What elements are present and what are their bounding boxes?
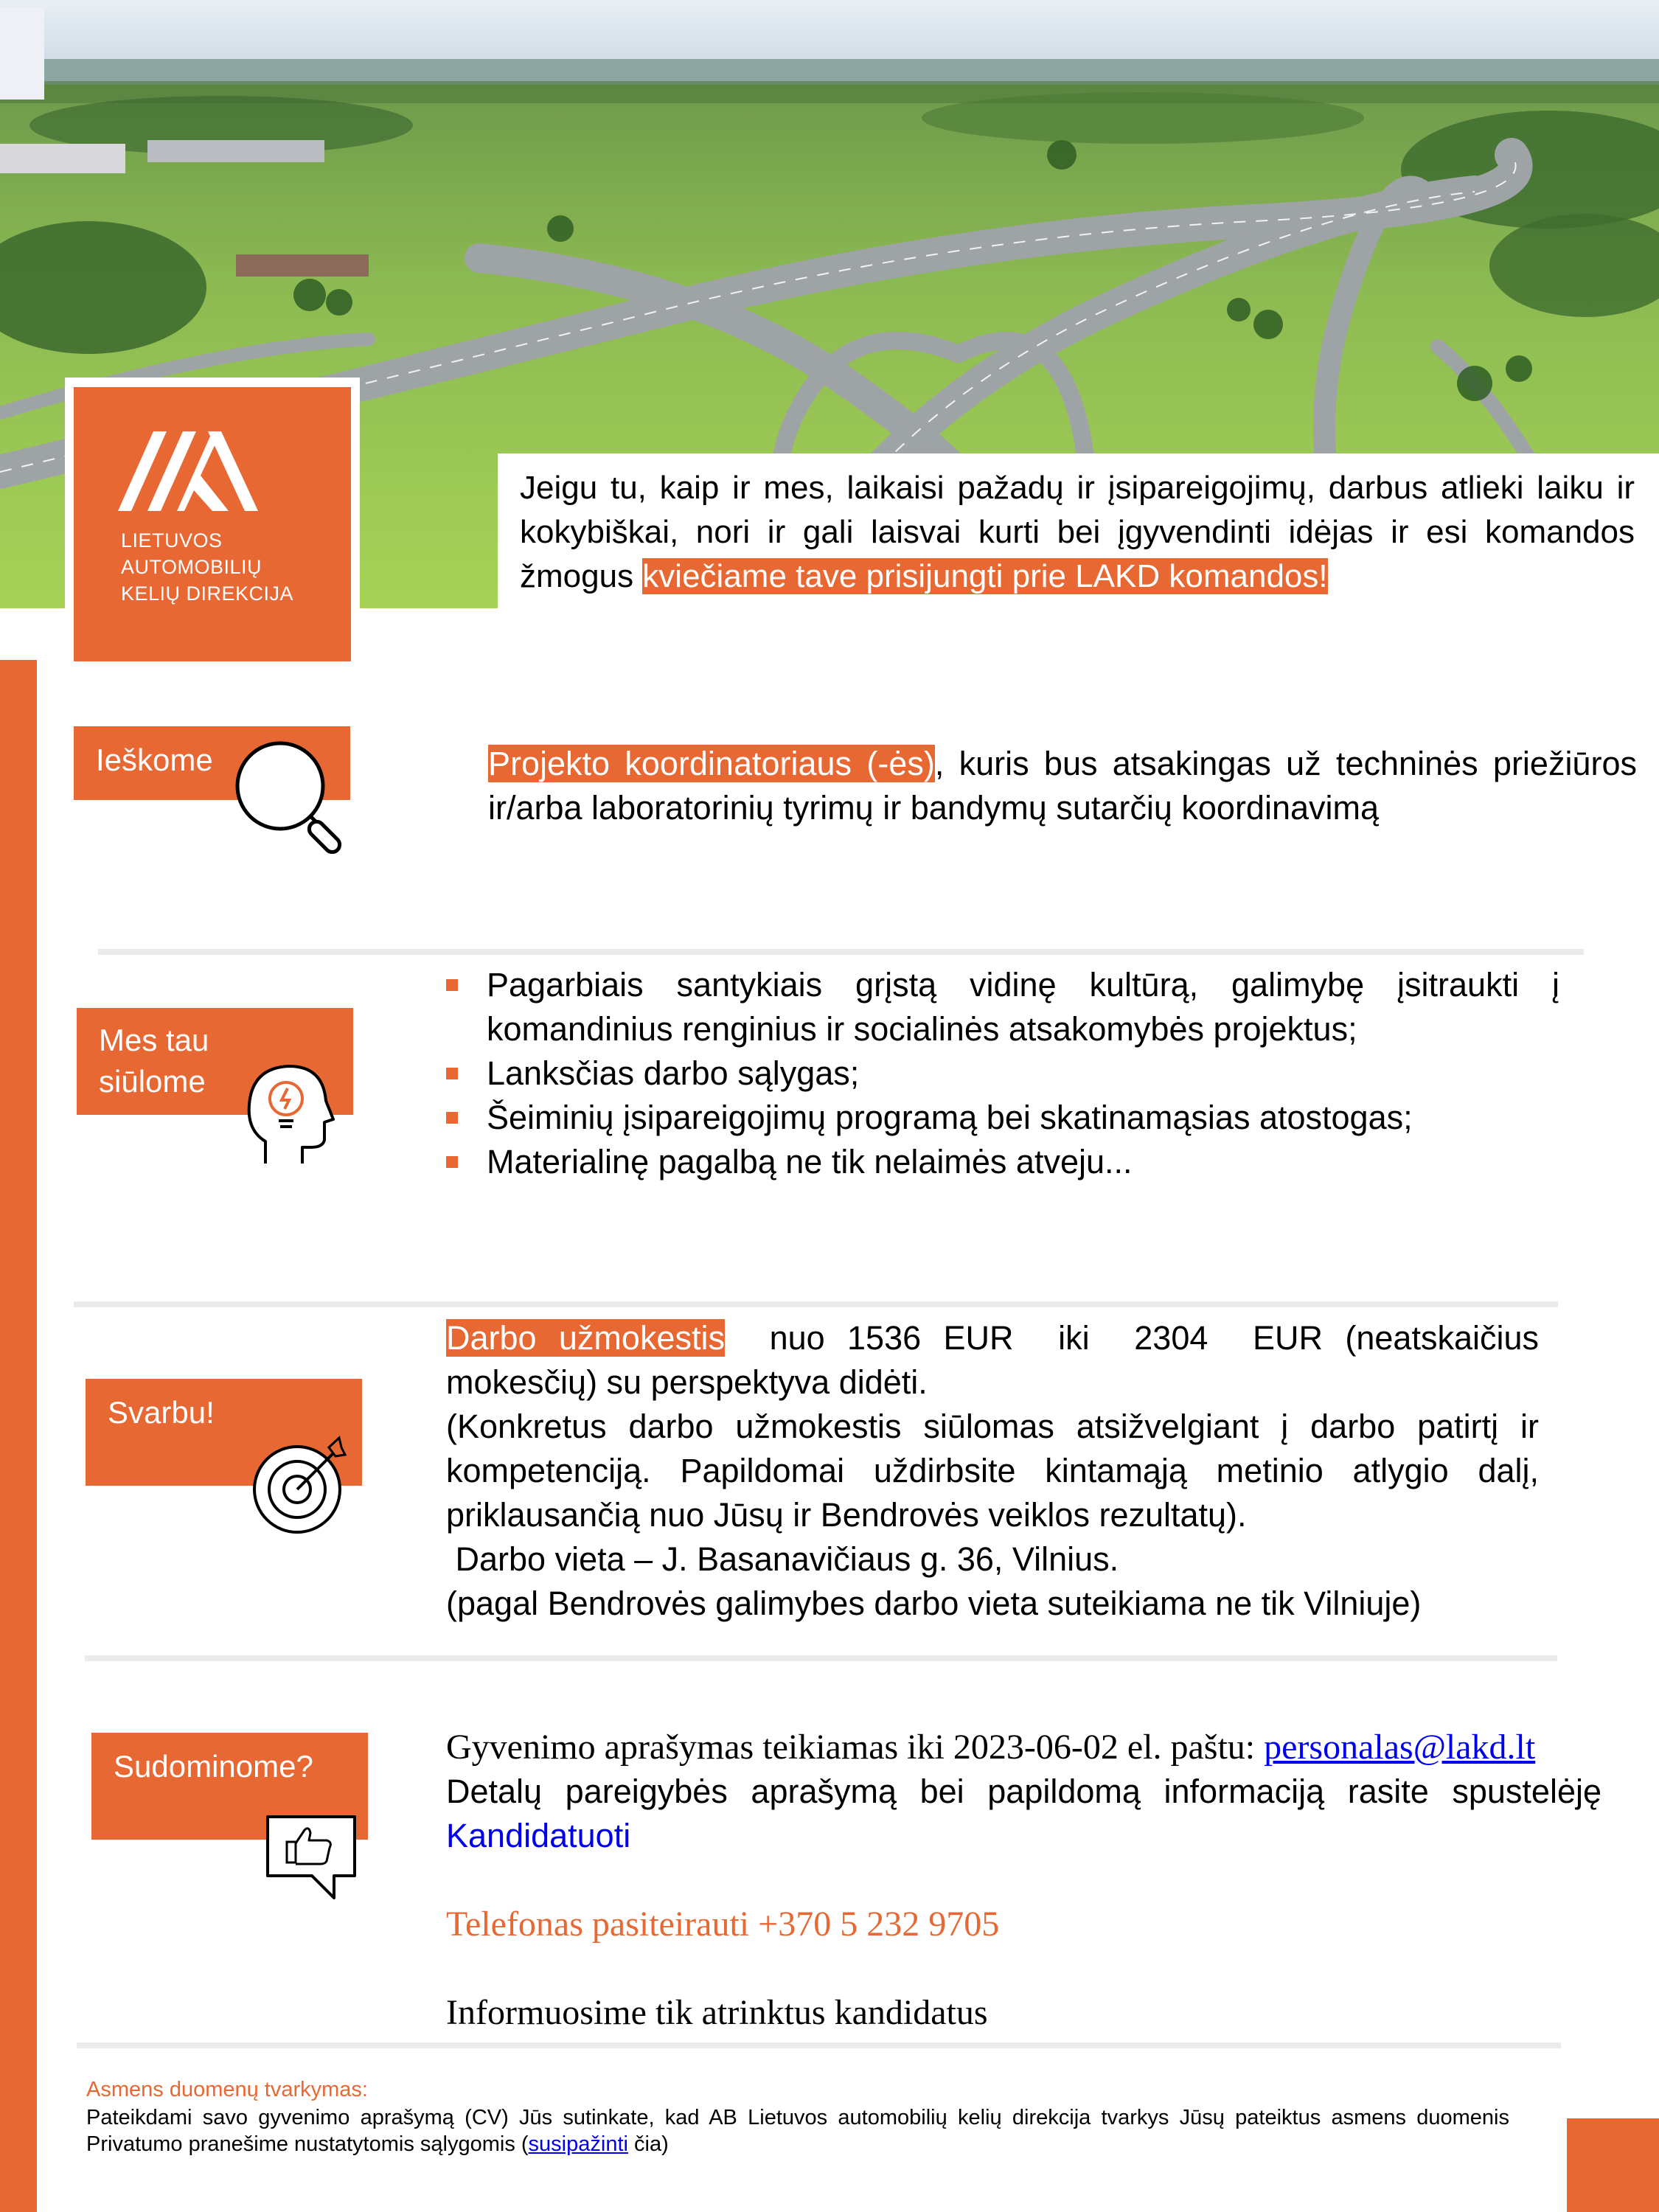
offer-item: Lanksčias darbo sąlygas;: [446, 1051, 1559, 1096]
interested-tag-label: Sudominome?: [114, 1749, 313, 1784]
important-text: [446, 1316, 1548, 1626]
privacy-body: Pateikdami savo gyvenimo aprašymą (CV) Jūs sutinkate, kad AB Lietuvos automobilių kelių direkcija tvarkys Jūsų pateiktus asmens duomenis Privatumo pranešime nustatytomis sąlygomis (: [86, 2106, 1509, 2156]
privacy-text: [86, 2104, 1509, 2157]
cv-deadline-text: Gyvenimo aprašymas teikiamas iki 2023-06-02 el. paštu:: [446, 1728, 1265, 1767]
salary-note: (Konkretus darbo užmokestis siūlomas atsižvelgiant į darbo patirtį ir kompetenciją. Papildomai uždirbsite kintamąją metinio atlygio dalį, priklausančią nuo Jūsų ir Bendrovės veiklos rezultatų).: [446, 1408, 1539, 1534]
intro-text: Jeigu tu, kaip ir mes, laikaisi pažadų ir įsipareigojimų, darbus atlieki laiku ir kokybiškai, nori ir gali laisvai kurti bei įgyvendinti idėjas ir esi komandos žmogus: [520, 470, 1635, 594]
details-line: [446, 1770, 1601, 1858]
phone-line: Telefonas pasiteirauti +370 5 232 9705: [446, 1905, 1000, 1944]
offer-tag-line-1: Mes tau: [99, 1023, 209, 1057]
salary-range: nuo 1536 EUR iki 2304 EUR (neatskaičius mokesčių) su perspektyva didėti.: [446, 1319, 1548, 1401]
privacy-title: Asmens duomenų tvarkymas:: [86, 2078, 368, 2101]
logo-line-1: LIETUVOS: [121, 529, 223, 552]
target-icon: [249, 1434, 349, 1534]
privacy-tail: čia): [627, 2132, 669, 2156]
position-title: Projekto koordinatoriaus (-ės): [488, 745, 935, 782]
workplace-note: (pagal Bendrovės galimybes darbo vieta suteikiama ne tik Vilniuje): [446, 1585, 1422, 1622]
divider: [98, 949, 1584, 955]
left-accent-stripe: [0, 660, 37, 2212]
spacer: [446, 1947, 1601, 1991]
cv-deadline-line: [446, 1725, 1601, 1770]
logo-badge: [74, 387, 351, 661]
hero-corner-tab: [0, 7, 44, 100]
workplace: Darbo vieta – J. Basanavičiaus g. 36, Vilnius.: [446, 1540, 1119, 1578]
divider: [77, 2042, 1561, 2048]
thumbs-up-chat-icon: [263, 1812, 359, 1901]
salary-label: Darbo užmokestis: [446, 1319, 725, 1357]
email-link[interactable]: personalas@lakd.lt: [1264, 1728, 1536, 1767]
salary-line: [446, 1316, 1548, 1405]
seeking-paragraph: [488, 742, 1637, 830]
logo-line-3: KELIŲ DIREKCIJA: [121, 582, 294, 605]
magnifier-icon: [230, 736, 348, 854]
offer-tag-line-2: siūlome: [99, 1064, 206, 1099]
spacer: [446, 1858, 1601, 1902]
details-text: Detalų pareigybės aprašymą bei papildomą informaciją rasite spustelėję: [446, 1773, 1601, 1810]
corner-accent-box: [1567, 2118, 1659, 2212]
intro-highlight: kviečiame tave prisijungti prie LAKD komandos!: [642, 558, 1328, 594]
divider: [85, 1655, 1557, 1661]
road-stripes-logo-icon: [118, 431, 258, 512]
selection-notice: Informuosime tik atrinktus kandidatus: [446, 1993, 988, 2032]
apply-link[interactable]: Kandidatuoti: [446, 1817, 631, 1854]
offer-item: Šeiminių įsipareigojimų programą bei skatinamąsias atostogas;: [446, 1096, 1559, 1140]
divider: [74, 1301, 1558, 1307]
seeking-tag-label: Ieškome: [96, 742, 213, 777]
logo-wordmark: [121, 527, 342, 607]
offer-list: [446, 963, 1559, 1184]
important-tag-label: Svarbu!: [108, 1395, 215, 1430]
logo-line-2: AUTOMOBILIŲ: [121, 556, 262, 578]
privacy-link[interactable]: susipažinti: [528, 2132, 628, 2156]
interested-text: [446, 1725, 1601, 2035]
intro-paragraph: [520, 466, 1635, 599]
seeking-text: , kuris bus atsakingas už techninės priežiūros ir/arba laboratorinių tyrimų ir bandymų sutarčių koordinavimą: [488, 745, 1637, 827]
head-lightbulb-icon: [243, 1060, 335, 1167]
offer-item: Materialinę pagalbą ne tik nelaimės atveju...: [446, 1140, 1559, 1184]
offer-item: Pagarbiais santykiais grįstą vidinę kultūrą, galimybę įsitraukti į komandinius renginius ir socialinės atsakomybės projektus;: [446, 963, 1559, 1051]
